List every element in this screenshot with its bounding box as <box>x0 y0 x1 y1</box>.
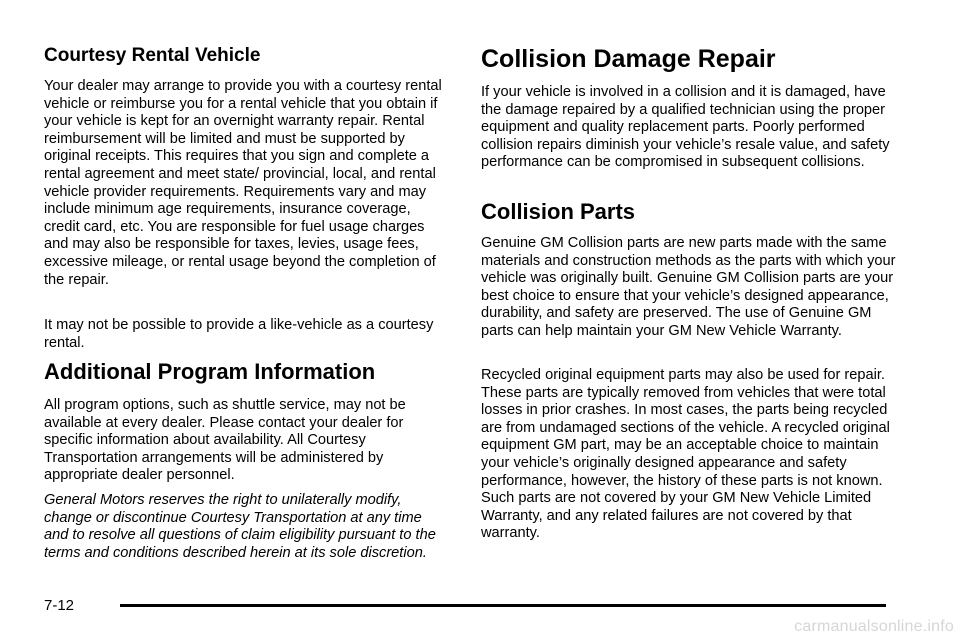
courtesy-rental-paragraph-2: It may not be possible to provide a like-vehicle as a courtesy rental. <box>44 317 434 351</box>
collision-parts-paragraph-2: Recycled original equipment parts may also be used for repair. These parts are typically removed from vehicles that were total losses in prior crashes. In most cases, the parts being recycled are from undamaged sections of the vehicle. A recycled original equipment GM part, may be an acceptable choice to maintain your vehicle’s originally designed appearance and safety performance, however, the history of these parts is not known. Such parts are not covered by your GM New Vehicle Limited Warranty, and any related failures are not covered by that warranty. <box>481 367 890 542</box>
additional-program-heading: Additional Program Information <box>44 359 376 384</box>
courtesy-rental-paragraph-1: Your dealer may arrange to provide you with a courtesy rental vehicle or reimburse you for a rental vehicle that you obtain if your vehicle is kept for an overnight warranty repair. Rental reimbursement will be limited and must be supported by original receipts. This requires that you sign and complete a rental agreement and meet state/ provincial, local, and rental vehicle provider requirements. Requirements vary and may include minimum age requirements, insurance coverage, credit card, etc. You are responsible for fuel usage charges and may also be responsible for taxes, levies, usage fees, excessive mileage, or rental usage beyond the completion of the repair. <box>44 78 442 288</box>
collision-parts-heading: Collision Parts <box>481 199 636 224</box>
page-number: 7-12 <box>44 597 75 614</box>
additional-program-italic-note: General Motors reserves the right to unilaterally modify, change or discontinue Courtesy Transportation at any time and to resolve all questions of claim eligibility pursuant to the terms and conditions described herein at its sole discretion. <box>44 492 436 561</box>
collision-parts-paragraph-1: Genuine GM Collision parts are new parts made with the same materials and construction methods as the parts with which your vehicle was originally built. Genuine GM Collision parts are your best choice to ensure that your vehicle’s designed appearance, durability, and safety are preserved. The use of Genuine GM parts can help maintain your GM New Vehicle Warranty. <box>481 235 896 339</box>
collision-damage-paragraph-1: If your vehicle is involved in a collision and it is damaged, have the damage repaired by a qualified technician using the proper equipment and quality replacement parts. Poorly performed collision repairs diminish your vehicle’s resale value, and safety performance can be compromised in subsequent collisions. <box>481 84 890 171</box>
watermark: carmanualsonline.info <box>794 618 954 635</box>
courtesy-rental-heading: Courtesy Rental Vehicle <box>44 45 261 66</box>
additional-program-paragraph-1: All program options, such as shuttle service, may not be available at every dealer. Please contact your dealer for specific information about availability. All Courtesy Transportation arrangements will be administered by appropriate dealer personnel. <box>44 397 406 484</box>
footer-rule <box>120 604 886 607</box>
collision-damage-heading: Collision Damage Repair <box>481 45 776 73</box>
